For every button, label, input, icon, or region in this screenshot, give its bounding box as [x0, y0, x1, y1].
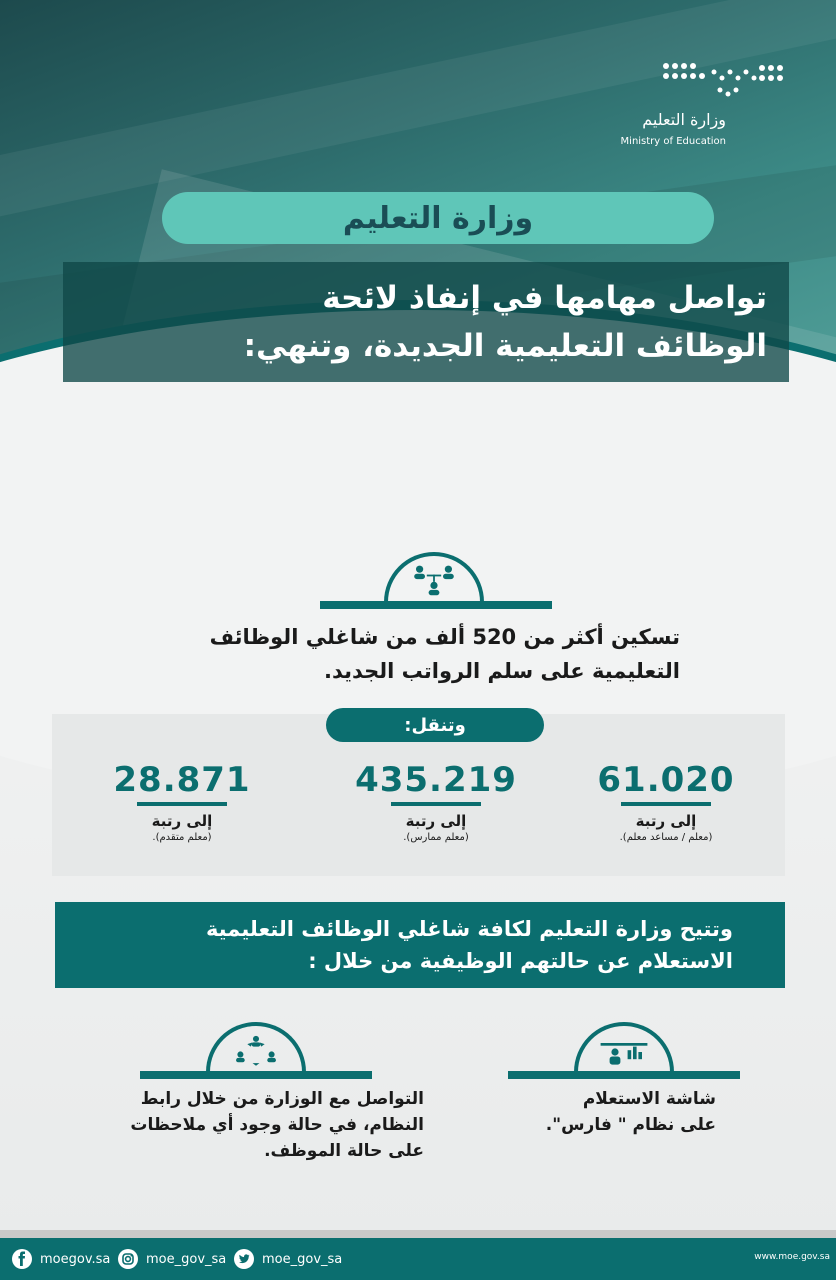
stat-to: إلى رتبة	[405, 812, 467, 830]
logo-name-ar: وزارة التعليم	[642, 110, 726, 129]
stat-practitioner	[336, 760, 536, 843]
website-link[interactable]: www.moe.gov.sa	[754, 1252, 830, 1262]
placement-line: تسكين أكثر من 520 ألف من شاغلي الوظائف	[209, 625, 680, 649]
option-line: على نظام " فارس".	[545, 1115, 716, 1135]
stat-to: إلى رتبة	[635, 812, 697, 830]
facebook-link[interactable]	[12, 1248, 110, 1270]
presentation-chart-icon	[574, 1022, 674, 1072]
placement-line: التعليمية على سلم الرواتب الجديد.	[324, 659, 680, 683]
inquiry-banner	[55, 902, 785, 988]
stat-bar	[391, 802, 481, 806]
option-line: شاشة الاستعلام	[582, 1089, 716, 1109]
option-inquiry-screen	[490, 1086, 716, 1138]
option-line: النظام، في حالة وجود أي ملاحظات	[130, 1115, 424, 1135]
twitter-icon	[234, 1249, 254, 1269]
stat-advanced	[82, 760, 282, 843]
instagram-handle: moe_gov_sa	[146, 1251, 227, 1267]
option-contact	[84, 1086, 424, 1164]
logo-name-en: Ministry of Education	[620, 136, 726, 147]
stat-to: إلى رتبة	[151, 812, 213, 830]
headline-line: تواصل مهامها في إنفاذ لائحة	[322, 280, 767, 316]
people-exchange-icon	[206, 1022, 306, 1072]
stat-bar	[137, 802, 227, 806]
placement-text	[120, 620, 680, 688]
twitter-handle: moe_gov_sa	[262, 1251, 343, 1267]
stat-teacher	[566, 760, 766, 843]
headline-line: الوظائف التعليمية الجديدة، وتنهي:	[243, 328, 767, 364]
icon-base	[140, 1071, 372, 1079]
ministry-logo-icon	[660, 60, 786, 100]
inquiry-line: وتتيح وزارة التعليم لكافة شاغلي الوظائف التعليمية	[205, 917, 733, 941]
stat-rank: (معلم متقدم).	[152, 832, 212, 843]
footer-divider	[0, 1230, 836, 1238]
instagram-link[interactable]	[118, 1248, 226, 1270]
option-line: على حالة الموظف.	[264, 1141, 424, 1161]
stat-bar	[621, 802, 711, 806]
headline	[63, 262, 789, 382]
people-network-icon	[384, 552, 484, 602]
option-line: التواصل مع الوزارة من خلال رابط	[140, 1089, 424, 1109]
icon-base	[320, 601, 552, 609]
ministry-title: وزارة التعليم	[162, 192, 714, 244]
instagram-icon	[118, 1249, 138, 1269]
stat-value: 28.871	[113, 760, 251, 800]
transfer-label: وتنقل:	[326, 708, 544, 742]
twitter-link[interactable]	[234, 1248, 342, 1270]
stat-rank: (معلم ممارس).	[403, 832, 469, 843]
facebook-handle: moegov.sa	[40, 1251, 111, 1267]
stat-value: 61.020	[597, 760, 735, 800]
stat-value: 435.219	[355, 760, 517, 800]
icon-base	[508, 1071, 740, 1079]
inquiry-line: الاستعلام عن حالتهم الوظيفية من خلال :	[308, 949, 733, 973]
facebook-icon	[12, 1249, 32, 1269]
stat-rank: (معلم / مساعد معلم).	[619, 832, 713, 843]
